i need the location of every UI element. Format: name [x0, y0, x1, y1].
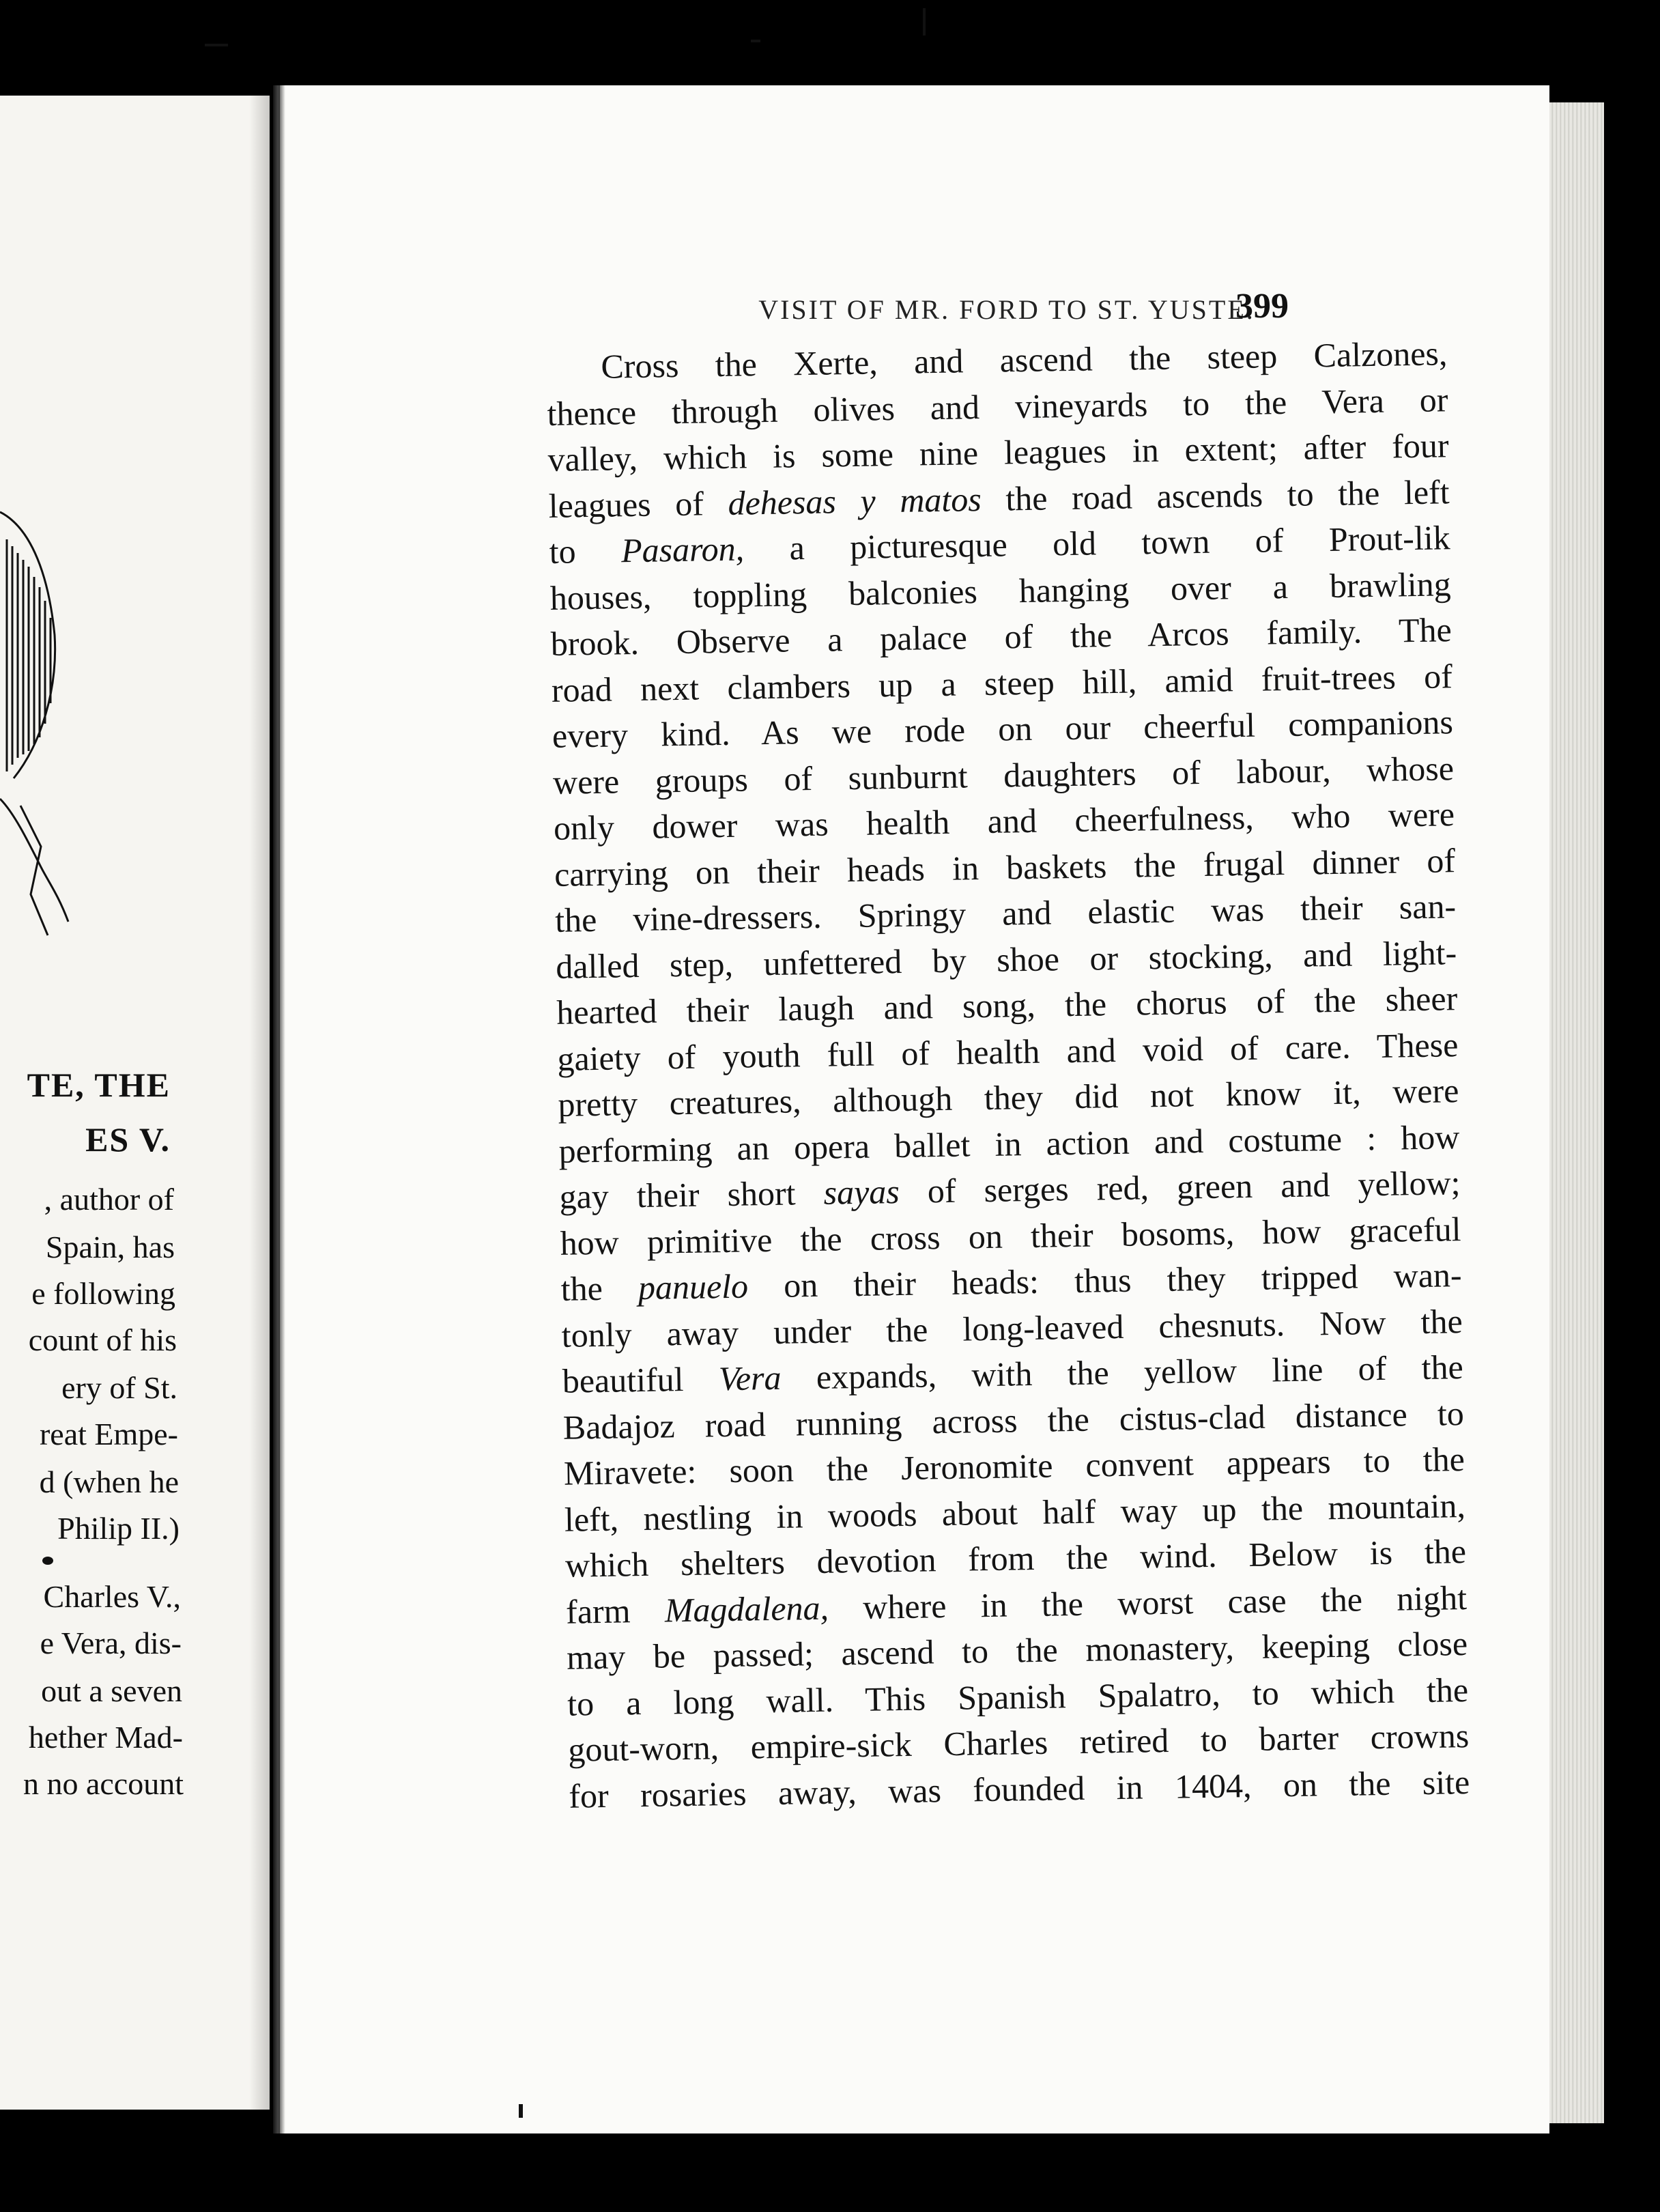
left-text-line: e Vera, dis-	[40, 1626, 182, 1660]
left-text-line: hether Mad-	[28, 1720, 183, 1755]
text-run: where in the worst case the night	[828, 1578, 1468, 1627]
left-text-line: Charles V.,	[43, 1579, 181, 1614]
left-page-shadow	[249, 96, 270, 2110]
left-text-line: Spain, has	[45, 1230, 175, 1264]
text-run: Cross the Xerte, and ascend the steep Calzones,	[601, 334, 1448, 386]
text-run: gaiety of youth full of health and void of care. These	[556, 1025, 1459, 1078]
left-text-line: Philip II.)	[57, 1511, 180, 1546]
text-run: hearted their laugh and song, the chorus of the sheer	[556, 979, 1458, 1032]
left-text-line: d (when he	[39, 1464, 179, 1499]
text-run: which shelters devotion from the wind. Below is the	[564, 1532, 1467, 1585]
scan-speck	[519, 2104, 523, 2118]
text-run: leagues of	[548, 483, 728, 525]
italic-text-run: sayas	[823, 1172, 900, 1212]
left-heading: ES V.	[85, 1120, 171, 1159]
text-run: of serges red, green and yellow;	[899, 1163, 1461, 1211]
left-page	[0, 96, 270, 2110]
text-run: carrying on their heads in baskets the frugal dinner of	[554, 840, 1456, 894]
text-run: brook. Observe a palace of the Arcos family. The	[550, 610, 1452, 663]
text-run: were groups of sunburnt daughters of labour, whose	[552, 748, 1455, 802]
text-run: may be passed; ascend to the monastery, keeping close	[566, 1624, 1468, 1677]
left-text-line: e following	[31, 1276, 175, 1311]
left-text-line: reat Empe-	[39, 1417, 178, 1451]
scan-speck	[751, 40, 760, 42]
engraving-illustration	[0, 485, 75, 963]
text-run: Badajoz road running across the cistus-clad distance to	[562, 1393, 1465, 1447]
text-run: for rosaries away, was founded in 1404, on the site	[568, 1762, 1470, 1815]
gutter-shadow	[273, 85, 285, 2133]
ink-mark	[42, 1557, 53, 1565]
scan-speck	[923, 8, 926, 36]
text-run: dalled step, unfettered by shoe or stocking, and light-	[555, 933, 1457, 986]
text-run: the	[560, 1268, 639, 1308]
left-text-line: count of his	[28, 1322, 177, 1357]
italic-text-run: dehesas y matos	[728, 479, 982, 522]
text-run: left, nestling in woods about half way up the mountain,	[564, 1486, 1466, 1539]
text-run: houses, toppling balconies hanging over a brawling	[549, 564, 1452, 617]
text-run: gay their short	[559, 1173, 825, 1216]
left-text-line: ery of St.	[61, 1370, 177, 1405]
left-text-line: , author of	[44, 1182, 174, 1217]
left-text-line: n no account	[23, 1766, 184, 1801]
text-run: on their heads: thus they tripped wan-	[747, 1256, 1462, 1305]
text-run: pretty creatures, although they did not know it, were	[558, 1071, 1459, 1124]
text-run: to	[549, 531, 622, 571]
italic-text-run: panuelo	[638, 1266, 749, 1307]
text-run: thence through olives and vineyards to the Vera or	[547, 380, 1448, 433]
text-run: farm	[565, 1591, 666, 1631]
text-run: gout-worn, empire-sick Charles retired to barter crowns	[567, 1716, 1470, 1769]
page-number: 399	[1235, 287, 1289, 326]
text-run: road next clambers up a steep hill, amid fruit-trees of	[551, 656, 1453, 709]
text-run: Miravete: soon the Jeronomite convent appears to the	[563, 1440, 1465, 1492]
text-run: every kind. As we rode on our cheerful companions	[552, 703, 1454, 755]
body-text	[546, 330, 1470, 1819]
page-edge-stack	[1549, 102, 1604, 2123]
text-run: tonly away under the long-leaved chesnuts. Now the	[561, 1301, 1463, 1355]
running-head: VISIT OF MR. FORD TO ST. YUSTE.	[758, 294, 1255, 325]
text-run: expands, with the yellow line of the	[781, 1348, 1464, 1397]
text-run: how primitive the cross on their bosoms, how graceful	[560, 1209, 1461, 1262]
italic-text-run: Vera	[718, 1358, 782, 1398]
text-run: a picturesque old town of Prout-lik	[743, 518, 1451, 568]
text-run: to a long wall. This Spanish Spalatro, to which the	[567, 1670, 1469, 1723]
text-run: only dower was health and cheerfulness, who were	[553, 795, 1455, 847]
text-run: performing an opera ballet in action and costume : how	[558, 1117, 1460, 1170]
italic-text-run: Magdalena,	[664, 1588, 829, 1629]
right-page	[280, 85, 1549, 2133]
left-heading: TE, THE	[27, 1066, 171, 1104]
left-text-line: out a seven	[41, 1673, 182, 1708]
text-run: the road ascends to the left	[981, 472, 1450, 518]
text-run: valley, which is some nine leagues in extent; after four	[547, 426, 1449, 479]
scan-speck	[205, 44, 228, 46]
text-run: beautiful	[562, 1359, 719, 1400]
text-run: the vine-dressers. Springy and elastic was their san-	[554, 887, 1457, 939]
italic-text-run: Pasaron,	[620, 529, 745, 570]
